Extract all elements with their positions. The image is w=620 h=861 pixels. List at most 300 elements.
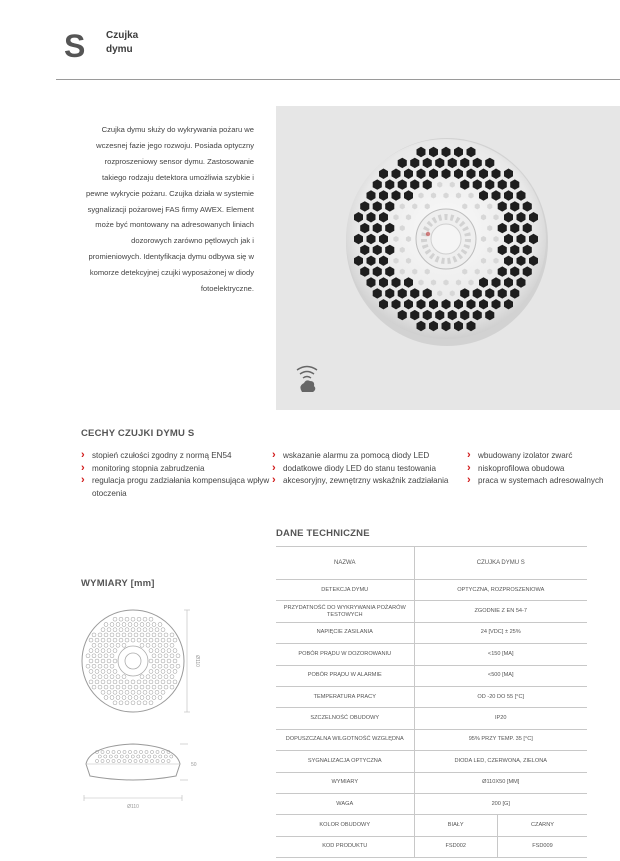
- grille-hole: [107, 690, 111, 694]
- grille-hole: [89, 638, 93, 642]
- grille-hole: [116, 623, 120, 627]
- grille-hole: [122, 623, 126, 627]
- grille-hole: [109, 755, 112, 758]
- grille-hole: [112, 750, 115, 753]
- grille-hole: [131, 755, 134, 758]
- grille-hole: [137, 701, 141, 705]
- grille-hole: [152, 664, 156, 668]
- grille-hole: [120, 755, 123, 758]
- grille-hole: [98, 643, 102, 647]
- page-title: [106, 29, 186, 57]
- spec-value: FSD009: [497, 836, 587, 857]
- grille-hole: [134, 623, 138, 627]
- grille-hole: [167, 659, 171, 663]
- grille-hole: [164, 664, 168, 668]
- features-column-2: [272, 450, 462, 488]
- grille-hole: [104, 664, 108, 668]
- spec-value: ZGODNIE Z EN 54-7: [414, 601, 587, 622]
- grille-hole: [107, 649, 111, 653]
- grille-hole: [123, 759, 126, 762]
- grille-hole: [92, 643, 96, 647]
- grille-hole: [164, 643, 168, 647]
- spec-name: POBÓR PRĄDU W DOZOROWANIU: [276, 644, 414, 665]
- grille-hole: [95, 759, 98, 762]
- grille-hole: [113, 628, 117, 632]
- grille-hole: [101, 628, 105, 632]
- grille-hole: [113, 638, 117, 642]
- grille-hole: [123, 750, 126, 753]
- grille-hole: [107, 659, 111, 663]
- grille-hole: [86, 664, 90, 668]
- table-row: [276, 793, 587, 814]
- grille-hole: [107, 680, 111, 684]
- grille-hole: [146, 623, 150, 627]
- grille-hole: [128, 685, 132, 689]
- grille-hole: [149, 690, 153, 694]
- grille-hole: [158, 696, 162, 700]
- grille-hole: [86, 654, 90, 658]
- grille-hole: [137, 628, 141, 632]
- grille-hole: [98, 675, 102, 679]
- spec-header-name: NAZWA: [276, 547, 414, 580]
- grille-hole: [145, 759, 148, 762]
- grille-hole: [98, 685, 102, 689]
- grille-hole: [170, 633, 174, 637]
- grille-hole: [146, 685, 150, 689]
- grille-hole: [104, 685, 108, 689]
- spec-name: SYGNALIZACJA OPTYCZNA: [276, 751, 414, 772]
- grille-hole: [149, 659, 153, 663]
- grille-hole: [176, 664, 180, 668]
- grille-hole: [137, 755, 140, 758]
- spec-value: FSD002: [414, 836, 497, 857]
- grille-hole: [119, 690, 123, 694]
- grille-hole: [173, 649, 177, 653]
- grille-hole: [150, 759, 153, 762]
- spec-name: DETEKCJA DYMU: [276, 580, 414, 601]
- grille-hole: [131, 617, 135, 621]
- grille-hole: [170, 755, 173, 758]
- grille-hole: [101, 638, 105, 642]
- table-row: [276, 686, 587, 707]
- grille-hole: [152, 696, 156, 700]
- spec-name: SZCZELNOŚĆ OBUDOWY: [276, 708, 414, 729]
- feature-item: › wbudowany izolator zwarć: [467, 450, 607, 463]
- spec-value: Ø110X50 [MM]: [414, 772, 587, 793]
- grille-hole: [101, 759, 104, 762]
- grille-hole: [158, 675, 162, 679]
- grille-hole: [140, 633, 144, 637]
- grille-hole: [164, 755, 167, 758]
- grille-hole: [164, 633, 168, 637]
- grille-hole: [137, 690, 141, 694]
- grille-hole: [119, 680, 123, 684]
- grille-hole: [115, 755, 118, 758]
- grille-hole: [110, 654, 114, 658]
- grille-hole: [170, 643, 174, 647]
- grille-hole: [104, 675, 108, 679]
- grille-hole: [148, 755, 151, 758]
- grille-hole: [155, 628, 159, 632]
- grille-hole: [116, 643, 120, 647]
- grille-hole: [89, 680, 93, 684]
- grille-hole: [110, 675, 114, 679]
- grille-hole: [125, 680, 129, 684]
- grille-hole: [113, 649, 117, 653]
- grille-hole: [110, 685, 114, 689]
- spec-value: OD -20 DO 55 [°C]: [414, 686, 587, 707]
- grille-hole: [155, 659, 159, 663]
- grille-hole: [92, 654, 96, 658]
- grille-hole: [146, 633, 150, 637]
- dim-horizontal-label: Ø110: [127, 804, 139, 810]
- grille-hole: [146, 675, 150, 679]
- table-row: [276, 815, 587, 836]
- grille-hole: [156, 750, 159, 753]
- spec-name: POBÓR PRĄDU W ALARMIE: [276, 665, 414, 686]
- spec-name: NAPIĘCIE ZASILANIA: [276, 622, 414, 643]
- grille-hole: [113, 669, 117, 673]
- grille-hole: [158, 654, 162, 658]
- grille-hole: [140, 623, 144, 627]
- spec-value: CZARNY: [497, 815, 587, 836]
- grille-hole: [167, 680, 171, 684]
- grille-hole: [164, 654, 168, 658]
- grille-hole: [149, 638, 153, 642]
- spec-name: DOPUSZCZALNA WILGOTNOŚĆ WZGLĘDNA: [276, 729, 414, 750]
- grille-hole: [110, 664, 114, 668]
- grille-hole: [104, 633, 108, 637]
- grille-hole: [150, 750, 153, 753]
- table-row: [276, 729, 587, 750]
- table-row: [276, 644, 587, 665]
- feature-item: › wskazanie alarmu za pomocą diody LED: [272, 450, 462, 463]
- grille-hole: [131, 680, 135, 684]
- spec-value: OPTYCZNA, ROZPROSZENIOWA: [414, 580, 587, 601]
- grille-hole: [110, 623, 114, 627]
- grille-hole: [158, 685, 162, 689]
- grille-hole: [101, 659, 105, 663]
- grille-hole: [128, 696, 132, 700]
- spec-value: DIODA LED, CZERWONA, ZIELONA: [414, 751, 587, 772]
- grille-hole: [104, 654, 108, 658]
- grille-hole: [119, 617, 123, 621]
- grille-hole: [161, 690, 165, 694]
- grille-hole: [95, 638, 99, 642]
- grille-hole: [89, 659, 93, 663]
- grille-hole: [117, 759, 120, 762]
- grille-hole: [170, 654, 174, 658]
- grille-hole: [128, 633, 132, 637]
- grille-hole: [149, 649, 153, 653]
- grille-hole: [140, 696, 144, 700]
- grille-hole: [104, 643, 108, 647]
- grille-hole: [161, 659, 165, 663]
- feature-item: › monitoring stopnia zabrudzenia: [81, 463, 271, 476]
- grille-hole: [173, 638, 177, 642]
- grille-hole: [137, 638, 141, 642]
- grille-hole: [140, 643, 144, 647]
- grille-hole: [152, 675, 156, 679]
- grille-hole: [98, 664, 102, 668]
- grille-hole: [161, 638, 165, 642]
- grille-hole: [143, 628, 147, 632]
- grille-hole: [143, 690, 147, 694]
- grille-hole: [167, 669, 171, 673]
- tech-data-heading: DANE TECHNICZNE: [276, 528, 370, 539]
- grille-hole: [161, 680, 165, 684]
- grille-hole: [104, 696, 108, 700]
- grille-hole: [167, 649, 171, 653]
- grille-hole: [152, 623, 156, 627]
- table-row: [276, 601, 587, 622]
- grille-hole: [92, 675, 96, 679]
- grille-hole: [92, 664, 96, 668]
- spec-header-value: CZUJKA DYMU S: [414, 547, 587, 580]
- table-row: [276, 665, 587, 686]
- grille-hole: [107, 628, 111, 632]
- grille-hole: [101, 680, 105, 684]
- grille-hole: [113, 659, 117, 663]
- grille-hole: [107, 638, 111, 642]
- grille-hole: [140, 675, 144, 679]
- grille-hole: [125, 617, 129, 621]
- table-row: [276, 622, 587, 643]
- grille-hole: [131, 638, 135, 642]
- feature-item: › stopień czułości zgodny z normą EN54: [81, 450, 271, 463]
- grille-hole: [98, 654, 102, 658]
- spec-value: 200 [G]: [414, 793, 587, 814]
- grille-hole: [95, 649, 99, 653]
- grille-hole: [107, 669, 111, 673]
- feature-item: › akcesoryjny, zewnętrzny wskaźnik zadziałania: [272, 475, 462, 488]
- grille-hole: [113, 617, 117, 621]
- grille-hole: [106, 759, 109, 762]
- grille-hole: [131, 628, 135, 632]
- grille-hole: [134, 759, 137, 762]
- feature-item: › regulacja progu zadziałania kompensująca wpływ otoczenia: [81, 475, 271, 500]
- grille-hole: [104, 755, 107, 758]
- grille-hole: [113, 701, 117, 705]
- spec-name: WAGA: [276, 793, 414, 814]
- grille-hole: [149, 680, 153, 684]
- header-divider: [56, 79, 620, 80]
- grille-hole: [139, 759, 142, 762]
- grille-hole: [143, 638, 147, 642]
- grille-hole: [164, 685, 168, 689]
- smoke-detector-photo: [276, 106, 620, 410]
- grille-hole: [161, 759, 164, 762]
- table-row: [276, 772, 587, 793]
- spec-name: PRZYDATNOŚĆ DO WYKRYWANIA POŻARÓW TESTOWYCH: [276, 601, 414, 622]
- feature-item: › dodatkowe diody LED do stanu testowania: [272, 463, 462, 476]
- grille-hole: [170, 664, 174, 668]
- grille-hole: [125, 628, 129, 632]
- grille-hole: [122, 685, 126, 689]
- grille-hole: [104, 623, 108, 627]
- grille-hole: [119, 701, 123, 705]
- top-view-drawing: [82, 610, 200, 712]
- grille-hole: [110, 633, 114, 637]
- grille-hole: [134, 750, 137, 753]
- grille-hole: [137, 680, 141, 684]
- grille-hole: [95, 669, 99, 673]
- grille-hole: [113, 690, 117, 694]
- grille-hole: [92, 685, 96, 689]
- grille-hole: [134, 696, 138, 700]
- grille-hole: [98, 633, 102, 637]
- grille-hole: [152, 633, 156, 637]
- grille-hole: [122, 675, 126, 679]
- page-title-line-1: Czujka: [106, 30, 139, 41]
- grille-hole: [158, 664, 162, 668]
- grille-hole: [125, 690, 129, 694]
- dim-vertical-label: Ø110: [194, 655, 200, 667]
- spec-value: 24 [VDC] ± 25%: [414, 622, 587, 643]
- grille-hole: [101, 690, 105, 694]
- grille-hole: [143, 617, 147, 621]
- table-row: [276, 751, 587, 772]
- spec-name: KOD PRODUKTU: [276, 836, 414, 857]
- product-description: Czujka dymu służy do wykrywania pożaru we wczesnej fazie jego rozwoju. Posiada optyczny rozproszeniowy sensor dymu. Zastosowanie takiego rodzaju detektora umożliwia szybkie i pewne wykrycie pożaru. Czujka działa w systemie sygnalizacji pożarowej FAS firmy AWEX. Element może być montowany na adresowanych liniach dozorowych zarówno pętlowych jak i promieniowych. Identyfikacja dymu odbywa się w komorze detekcyjnej czujki wyposażonej w diody fotoelektryczne.: [86, 125, 254, 294]
- grille-hole: [153, 755, 156, 758]
- grille-hole: [116, 696, 120, 700]
- grille-hole: [149, 617, 153, 621]
- grille-hole: [140, 685, 144, 689]
- table-row: [276, 708, 587, 729]
- grille-hole: [170, 685, 174, 689]
- grille-hole: [152, 654, 156, 658]
- features-column-3: [467, 450, 607, 488]
- grille-hole: [164, 675, 168, 679]
- grille-hole: [101, 649, 105, 653]
- grille-hole: [119, 628, 123, 632]
- spec-value: 95% PRZY TEMP. 35 [°C]: [414, 729, 587, 750]
- grille-hole: [137, 617, 141, 621]
- grille-hole: [95, 750, 98, 753]
- features-heading: CECHY CZUJKI DYMU S: [81, 428, 195, 439]
- grille-hole: [116, 633, 120, 637]
- grille-hole: [125, 701, 129, 705]
- grille-hole: [173, 659, 177, 663]
- grille-hole: [161, 669, 165, 673]
- grille-hole: [128, 623, 132, 627]
- grille-hole: [173, 669, 177, 673]
- grille-hole: [167, 750, 170, 753]
- grille-hole: [149, 701, 153, 705]
- grille-hole: [128, 750, 131, 753]
- grille-hole: [155, 690, 159, 694]
- grille-hole: [95, 659, 99, 663]
- grille-hole: [122, 696, 126, 700]
- grille-hole: [112, 759, 115, 762]
- grille-hole: [134, 685, 138, 689]
- grille-hole: [89, 669, 93, 673]
- dimensions-heading: WYMIARY [mm]: [81, 578, 155, 589]
- grille-hole: [95, 680, 99, 684]
- grille-hole: [101, 669, 105, 673]
- spec-name: WYMIARY: [276, 772, 414, 793]
- grille-hole: [116, 685, 120, 689]
- grille-hole: [143, 701, 147, 705]
- grille-hole: [176, 654, 180, 658]
- table-row: [276, 580, 587, 601]
- grille-hole: [161, 649, 165, 653]
- brand-s-logo: S: [64, 28, 86, 64]
- grille-hole: [158, 623, 162, 627]
- grille-hole: [145, 750, 148, 753]
- grille-hole: [155, 680, 159, 684]
- grille-hole: [131, 690, 135, 694]
- grille-hole: [158, 633, 162, 637]
- grille-hole: [131, 701, 135, 705]
- feature-item: › niskoprofilowa obudowa: [467, 463, 607, 476]
- spec-name: KOLOR OBUDOWY: [276, 815, 414, 836]
- smoke-sensor-icon: [292, 364, 322, 396]
- dim-height-label: 50: [191, 762, 197, 768]
- grille-hole: [106, 750, 109, 753]
- grille-hole: [161, 750, 164, 753]
- grille-hole: [159, 755, 162, 758]
- grille-hole: [110, 643, 114, 647]
- grille-hole: [152, 643, 156, 647]
- grille-hole: [117, 750, 120, 753]
- grille-hole: [149, 628, 153, 632]
- grille-hole: [143, 680, 147, 684]
- grille-hole: [128, 759, 131, 762]
- feature-item: › praca w systemach adresowalnych: [467, 475, 607, 488]
- grille-hole: [146, 696, 150, 700]
- table-row: [276, 836, 587, 857]
- grille-hole: [155, 649, 159, 653]
- grille-hole: [116, 675, 120, 679]
- spec-value: <150 [ΜA]: [414, 644, 587, 665]
- grille-hole: [161, 628, 165, 632]
- grille-hole: [122, 643, 126, 647]
- tech-spec-table: [276, 546, 587, 858]
- grille-hole: [152, 685, 156, 689]
- grille-hole: [122, 633, 126, 637]
- side-view-drawing: [84, 744, 197, 810]
- spec-name: TEMPERATURA PRACY: [276, 686, 414, 707]
- grille-hole: [92, 633, 96, 637]
- product-photo-panel: [276, 106, 620, 410]
- grille-hole: [119, 638, 123, 642]
- spec-value: BIAŁY: [414, 815, 497, 836]
- spec-value: <500 [ΜA]: [414, 665, 587, 686]
- grille-hole: [170, 675, 174, 679]
- grille-hole: [89, 649, 93, 653]
- grille-hole: [146, 643, 150, 647]
- grille-hole: [155, 669, 159, 673]
- grille-hole: [134, 633, 138, 637]
- grille-hole: [139, 750, 142, 753]
- grille-hole: [155, 638, 159, 642]
- grille-hole: [126, 755, 129, 758]
- grille-hole: [173, 680, 177, 684]
- grille-hole: [101, 750, 104, 753]
- grille-hole: [167, 759, 170, 762]
- grille-hole: [113, 680, 117, 684]
- spec-value: IP20: [414, 708, 587, 729]
- grille-hole: [98, 755, 101, 758]
- grille-hole: [149, 669, 153, 673]
- features-column-1: [81, 450, 271, 500]
- grille-hole: [110, 696, 114, 700]
- page-title-line-2: dymu: [106, 44, 133, 55]
- grille-hole: [167, 638, 171, 642]
- grille-hole: [156, 759, 159, 762]
